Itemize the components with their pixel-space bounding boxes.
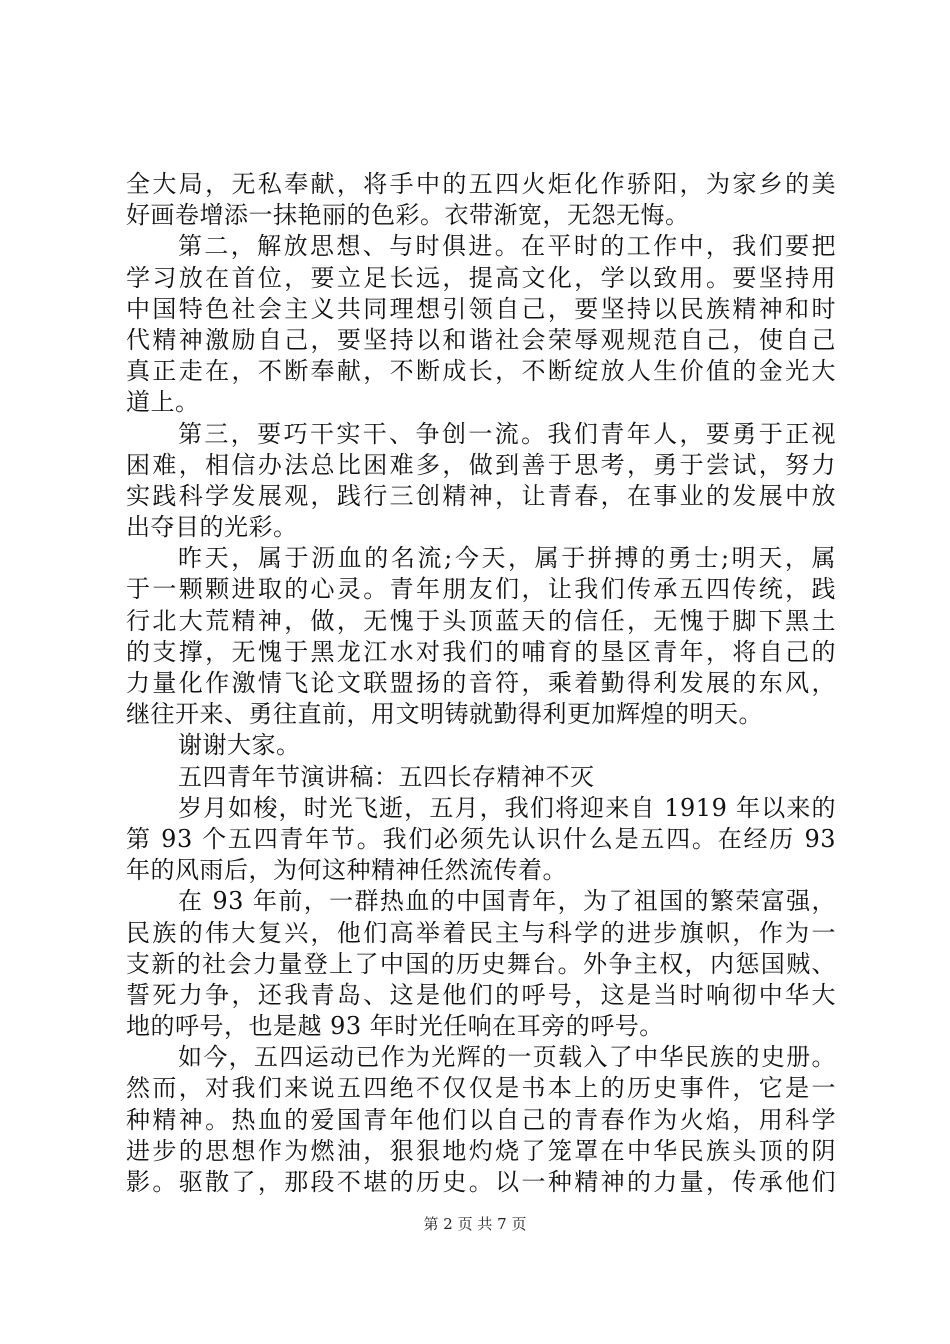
text-line: 代精神激励自己，要坚持以和谐社会荣辱观规范自己，使自己 <box>126 325 836 354</box>
text-line: 民族的伟大复兴，他们高举着民主与科学的进步旗帜，作为一 <box>126 918 836 947</box>
text-line: 行北大荒精神，做，无愧于头顶蓝天的信任，无愧于脚下黑土 <box>126 606 836 635</box>
text-line: 出夺目的光彩。 <box>126 513 298 542</box>
text-line: 实践科学发展观，践行三创精神，让青春，在事业的发展中放 <box>126 481 836 510</box>
text-line: 继往开来、勇往直前，用文明铸就勤得利更加辉煌的明天。 <box>126 700 763 729</box>
page-number-footer: 第 2 页 共 7 页 <box>423 1215 527 1233</box>
text-line: 道上。 <box>126 388 200 417</box>
text-line: 地的呼号，也是越 93 年时光任响在耳旁的呼号。 <box>126 1012 664 1041</box>
text-line: 进步的思想作为燃油，狠狠地灼烧了笼罩在中华民族头顶的阴 <box>126 1136 836 1165</box>
text-line: 支新的社会力量登上了中国的历史舞台。外争主权，内惩国贼、 <box>126 949 836 978</box>
text-line: 如今，五四运动已作为光辉的一页载入了中华民族的史册。 <box>178 1043 836 1072</box>
text-line: 的支撑，无愧于黑龙江水对我们的哺育的垦区青年，将自己的 <box>126 637 836 666</box>
text-line: 全大局，无私奉献，将手中的五四火炬化作骄阳，为家乡的美 <box>126 170 836 198</box>
text-line: 力量化作激情飞论文联盟扬的音符，乘着勤得利发展的东风， <box>126 669 836 697</box>
text-line: 种精神。热血的爱国青年他们以自己的青春作为火焰，用科学 <box>126 1105 836 1134</box>
text-line: 誓死力争，还我青岛、这是他们的呼号，这是当时响彻中华大 <box>126 980 836 1009</box>
text-line: 然而，对我们来说五四绝不仅仅是书本上的历史事件，它是一 <box>126 1074 836 1103</box>
text-line: 中国特色社会主义共同理想引领自己，要坚持以民族精神和时 <box>126 294 836 323</box>
text-line: 岁月如梭，时光飞逝，五月，我们将迎来自 1919 年以来的 <box>178 793 836 822</box>
text-line: 年的风雨后，为何这种精神任然流传着。 <box>126 856 567 885</box>
text-line: 第三，要巧干实干、争创一流。我们青年人，要勇于正视 <box>178 419 836 448</box>
text-line: 于一颗颗进取的心灵。青年朋友们，让我们传承五四传统，践 <box>126 575 836 604</box>
text-line: 第 93 个五四青年节。我们必须先认识什么是五四。在经历 93 <box>126 824 836 853</box>
document-body <box>126 169 836 1198</box>
text-line: 真正走在，不断奉献，不断成长，不断绽放人生价值的金光大 <box>126 357 836 386</box>
text-line: 五四青年节演讲稿：五四长存精神不灭 <box>178 762 595 791</box>
text-line: 昨天，属于沥血的名流;今天，属于拼搏的勇士;明天，属 <box>178 544 836 573</box>
text-line: 第二，解放思想、与时俱进。在平时的工作中，我们要把 <box>178 232 836 261</box>
text-line: 谢谢大家。 <box>178 731 301 760</box>
text-line: 学习放在首位，要立足长远，提高文化，学以致用。要坚持用 <box>126 263 836 292</box>
text-line: 好画卷增添一抹艳丽的色彩。衣带渐宽，无怨无悔。 <box>126 201 690 230</box>
text-line: 困难，相信办法总比困难多，做到善于思考，勇于尝试，努力 <box>126 450 836 479</box>
text-line: 影。驱散了，那段不堪的历史。以一种精神的力量，传承他们 <box>126 1168 836 1196</box>
text-line: 在 93 年前，一群热血的中国青年，为了祖国的繁荣富强， <box>178 887 836 916</box>
